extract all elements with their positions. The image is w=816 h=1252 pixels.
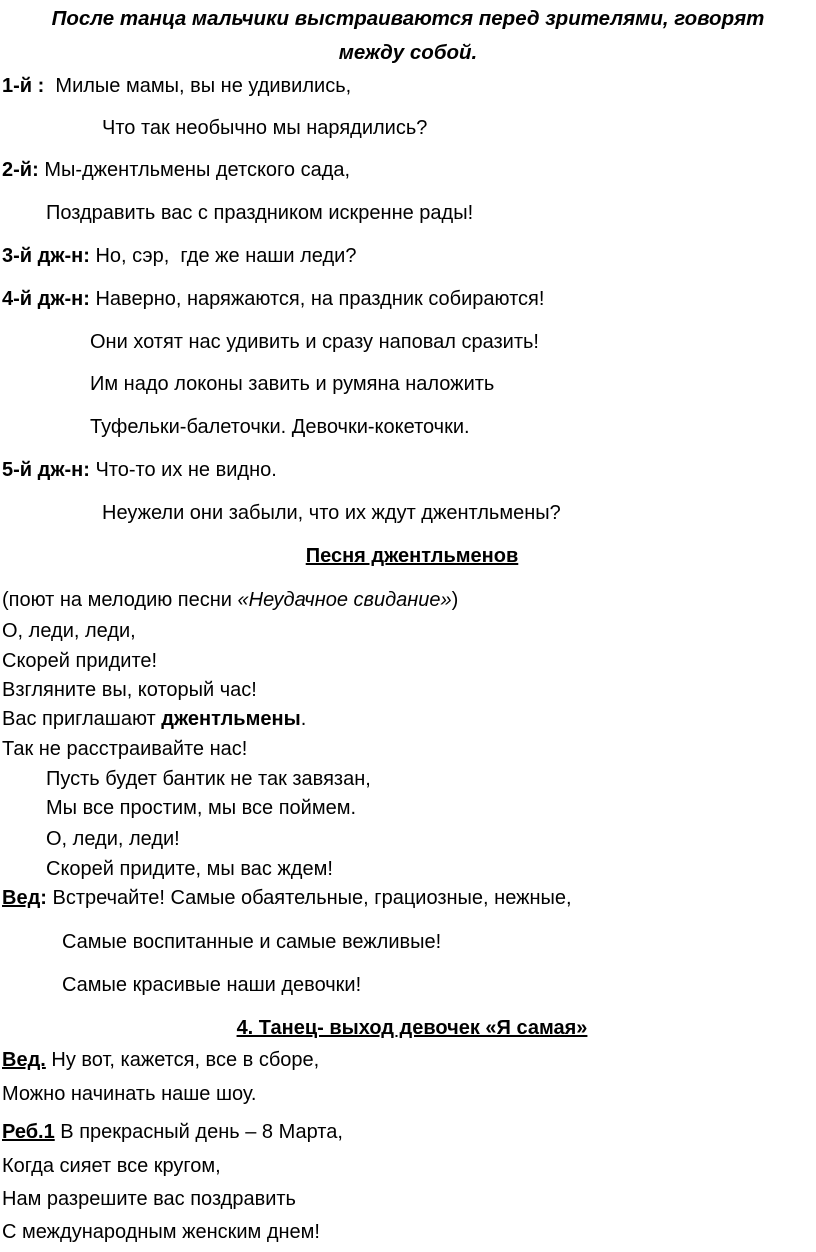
host-line: Можно начинать наше шоу. [2, 1083, 257, 1105]
dialogue-text: Милые мамы, вы не удивились, [55, 75, 352, 97]
song-line: Так не расстраивайте нас! [2, 738, 248, 760]
song-line: Пусть будет бантик не так завязан, [46, 768, 371, 790]
dialogue-text: Мы-джентльмены детского сада, [44, 159, 351, 181]
host-line: Самые красивые наши девочки! [62, 974, 362, 996]
speaker-label: 3-й дж-н: [2, 245, 90, 267]
song-line: О, леди, леди! [46, 828, 180, 850]
speaker-label: Реб.1 [2, 1121, 55, 1143]
dialogue-line: Поздравить вас с праздником искренне рады! [46, 202, 474, 224]
dialogue-text: Что-то их не видно. [95, 459, 277, 481]
song-melody-note: (поют на мелодию песни «Неудачное свидание») [2, 589, 459, 611]
dialogue-line [2, 457, 277, 483]
speaker-label: Вед. [2, 1049, 46, 1071]
speaker-label: Вед [2, 887, 41, 909]
song-line: Скорей придите! [2, 650, 158, 672]
child-line: Реб.1 В прекрасный день – 8 Марта, [2, 1121, 343, 1143]
host-line: Самые воспитанные и самые вежливые! [62, 931, 442, 953]
dance-heading: 4. Танец- выход девочек «Я самая» [236, 1017, 588, 1039]
child-line: Когда сияет все кругом, [2, 1155, 221, 1177]
song-heading: Песня джентльменов [305, 545, 519, 567]
song-line: Взгляните вы, который час! [2, 679, 257, 701]
host-line: Вед: Встречайте! Самые обаятельные, грациозные, нежные, [2, 887, 572, 909]
song-line: Мы все простим, мы все поймем. [46, 797, 357, 819]
song-line: О, леди, леди, [2, 620, 136, 642]
speaker-label: 2-й: [2, 159, 39, 181]
speaker-label: 1-й : [2, 75, 45, 97]
speaker-label: 5-й дж-н: [2, 459, 90, 481]
host-line: Вед. Ну вот, кажется, все в сборе, [2, 1049, 320, 1071]
dialogue-line [2, 157, 350, 183]
dialogue-text: Наверно, наряжаются, на праздник собираются! [95, 288, 545, 310]
dialogue-line [2, 286, 544, 312]
dialogue-line: Они хотят нас удивить и сразу наповал сразить! [90, 331, 539, 353]
melody-name: «Неудачное свидание» [237, 589, 452, 611]
dialogue-line: Что так необычно мы нарядились? [102, 117, 428, 139]
child-line: С международным женским днем! [2, 1221, 320, 1243]
dialogue-line [2, 243, 356, 269]
song-line: Вас приглашают джентльмены. [2, 708, 307, 730]
dialogue-line: Неужели они забыли, что их ждут джентльмены? [102, 502, 561, 524]
speaker-label: 4-й дж-н: [2, 288, 90, 310]
scene-direction-line-1: После танца мальчики выстраиваются перед зрителями, говорят [51, 7, 765, 30]
dialogue-text: Но, сэр, где же наши леди? [95, 245, 357, 267]
dialogue-line: Туфельки-балеточки. Девочки-кокеточки. [90, 416, 470, 438]
child-line: Нам разрешите вас поздравить [2, 1188, 296, 1210]
song-line: Скорей придите, мы вас ждем! [46, 858, 333, 880]
dialogue-line [2, 73, 351, 99]
dialogue-line: Им надо локоны завить и румяна наложить [90, 373, 495, 395]
scene-direction-line-2: между собой. [338, 41, 478, 64]
